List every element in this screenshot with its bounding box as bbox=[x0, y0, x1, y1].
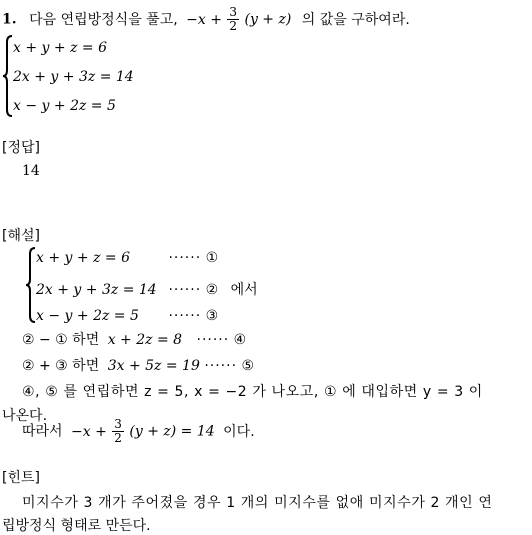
answer-label: [정답] bbox=[2, 140, 40, 156]
problem-text-before: 다음 연립방정식을 풀고, bbox=[29, 11, 178, 28]
step2-mark: ⑤ bbox=[241, 358, 255, 374]
solution-system-row-3 bbox=[36, 308, 218, 324]
problem-number: 1. bbox=[2, 11, 17, 28]
solution-dots-3: ······ bbox=[168, 308, 202, 324]
conclusion-expr-suffix: (y + z) = 14 bbox=[129, 423, 215, 440]
step1-lhs: ② − ① 하면 bbox=[22, 332, 100, 348]
solution-dots-2: ······ bbox=[168, 282, 202, 298]
problem-header bbox=[2, 6, 410, 33]
solution-label: [해설] bbox=[2, 228, 40, 244]
solution-step-2 bbox=[22, 355, 254, 375]
problem-expr-suffix: (y + z) bbox=[244, 11, 292, 28]
solution-step-3-line-2: 나온다. bbox=[2, 408, 48, 424]
step2-eq: 3x + 5z = 19 bbox=[107, 358, 200, 374]
conclusion-frac-num: 3 bbox=[114, 417, 122, 431]
solution-step-1 bbox=[22, 329, 246, 349]
solution-eq-2: 2x + y + 3z = 14 bbox=[36, 282, 157, 298]
problem-frac-num: 3 bbox=[229, 5, 238, 19]
solution-system-row-1 bbox=[36, 250, 218, 266]
solution-eq-3: x − y + 2z = 5 bbox=[36, 308, 139, 324]
solution-eq-1: x + y + z = 6 bbox=[36, 250, 130, 266]
step1-eq: x + 2z = 8 bbox=[107, 332, 183, 348]
problem-frac-den: 2 bbox=[229, 19, 238, 33]
solution-system-suffix: 에서 bbox=[230, 282, 258, 298]
solution-mark-3: ③ bbox=[205, 308, 219, 324]
solution-system-row-2 bbox=[36, 279, 258, 299]
problem-expr-prefix: −x + bbox=[186, 11, 222, 28]
problem-eq-2: 2x + y + 3z = 14 bbox=[13, 69, 134, 85]
answer-value: 14 bbox=[22, 163, 40, 179]
step1-dots: ······ bbox=[196, 332, 230, 348]
hint-line-1: 미지수가 3 개가 주어졌을 경우 1 개의 미지수를 없애 미지수가 2 개인 연 bbox=[22, 495, 493, 511]
solution-mark-2: ② bbox=[205, 282, 219, 298]
problem-eq-1: x + y + z = 6 bbox=[13, 40, 107, 56]
solution-conclusion bbox=[22, 418, 255, 445]
step1-mark: ④ bbox=[233, 332, 247, 348]
solution-mark-1: ① bbox=[205, 250, 219, 266]
conclusion-fraction bbox=[112, 418, 124, 445]
conclusion-frac-den: 2 bbox=[114, 431, 122, 445]
problem-fraction bbox=[227, 6, 239, 33]
conclusion-suffix: 이다. bbox=[223, 423, 255, 440]
problem-text-after: 의 값을 구하여라. bbox=[301, 11, 410, 28]
hint-label: [힌트] bbox=[2, 470, 40, 486]
conclusion-expr-prefix: −x + bbox=[71, 423, 107, 440]
step2-dots: ······ bbox=[204, 358, 238, 374]
problem-eq-3: x − y + 2z = 5 bbox=[13, 98, 116, 114]
solution-dots-1: ······ bbox=[168, 250, 202, 266]
solution-step-3-line-1: ④, ⑤ 를 연립하면 z = 5, x = −2 가 나오고, ① 에 대입하면 y = 3 이 bbox=[22, 384, 483, 400]
step2-lhs: ② + ③ 하면 bbox=[22, 358, 100, 374]
conclusion-prefix: 따라서 bbox=[22, 423, 63, 440]
hint-line-2: 립방정식 형태로 만든다. bbox=[2, 518, 151, 534]
